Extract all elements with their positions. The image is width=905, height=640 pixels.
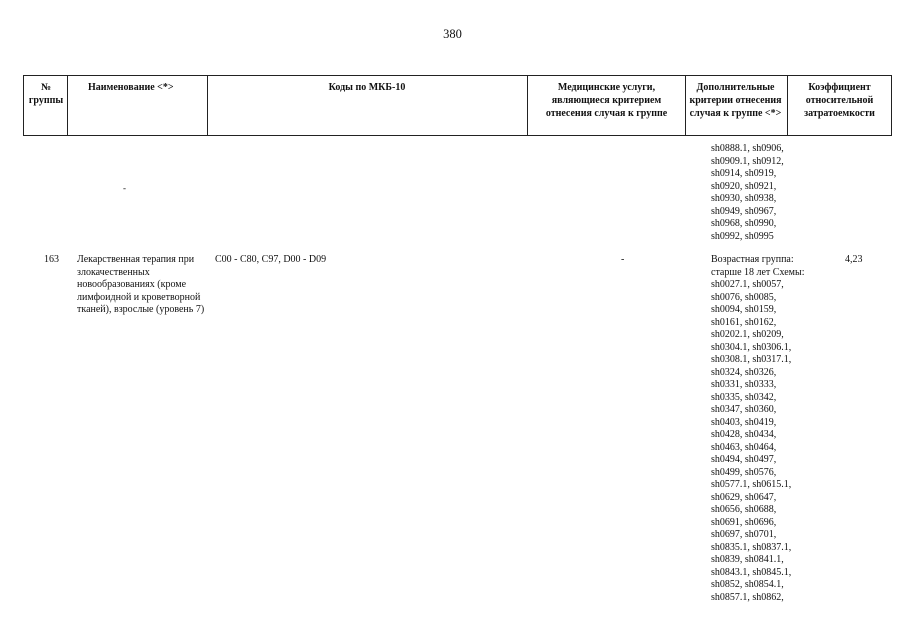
criteria-line: sh0499, sh0576, <box>711 466 777 478</box>
col-divider-7 <box>891 75 892 136</box>
criteria-line: sh0835.1, sh0837.1, <box>711 541 792 553</box>
page-number: 380 <box>443 27 462 41</box>
criteria-line: sh0968, sh0990, <box>711 218 777 229</box>
criteria-line: sh0920, sh0921, <box>711 180 777 192</box>
criteria-line: sh0888.1, sh0906, <box>711 143 784 154</box>
table-top-border <box>23 75 892 76</box>
row-coefficient: 4,23 <box>845 254 863 265</box>
row-name: Лекарственная терапия при злокачественных новообразованиях (кроме лимфоидной и кроветворной тканей), взрослые (уровень 7) <box>77 254 205 315</box>
criteria-line: sh0930, sh0938, <box>711 193 777 204</box>
criteria-line: sh0335, sh0342, <box>711 391 777 403</box>
criteria-line: sh0347, sh0360, <box>711 404 777 415</box>
criteria-line: sh0697, sh0701, <box>711 529 777 540</box>
row-group-number: 163 <box>44 254 59 265</box>
criteria-line: sh0629, sh0647, <box>711 491 777 503</box>
stray-mark: - <box>123 183 126 193</box>
header-extra-criteria: Дополнительные критерии отнесения случая к группе <*> <box>689 82 782 119</box>
row-services: - <box>621 254 625 265</box>
criteria-line: sh0202.1, sh0209, <box>711 329 784 340</box>
col-divider-1 <box>23 75 24 136</box>
criteria-line: sh0403, sh0419, <box>711 416 777 428</box>
criteria-line: sh0577.1, sh0615.1, <box>711 479 792 490</box>
header-group-number: № группы <box>28 82 64 106</box>
criteria-line: sh0909.1, sh0912, <box>711 155 784 167</box>
criteria-line: sh0691, sh0696, <box>711 516 777 528</box>
row-extra-criteria <box>711 254 826 604</box>
col-divider-6 <box>787 75 788 136</box>
criteria-line: sh0331, sh0333, <box>711 379 777 390</box>
header-icd-codes: Коды по МКБ-10 <box>328 82 406 93</box>
criteria-line: Возрастная группа: <box>711 254 794 265</box>
header-services: Медицинские услуги, являющиеся критерием отнесения случая к группе <box>545 82 668 119</box>
col-divider-4 <box>527 75 528 136</box>
col-divider-2 <box>67 75 68 136</box>
criteria-line: sh0428, sh0434, <box>711 429 777 440</box>
header-bottom-border <box>23 135 892 136</box>
criteria-line: sh0857.1, sh0862, <box>711 591 784 603</box>
criteria-line: sh0914, sh0919, <box>711 168 777 179</box>
col-divider-5 <box>685 75 686 136</box>
row-icd-codes: C00 - C80, C97, D00 - D09 <box>215 254 327 265</box>
continued-extra-criteria <box>711 143 821 243</box>
criteria-line: sh0494, sh0497, <box>711 454 777 465</box>
criteria-line: sh0076, sh0085, <box>711 291 777 303</box>
criteria-line: sh0656, sh0688, <box>711 504 777 515</box>
criteria-line: sh0843.1, sh0845.1, <box>711 566 792 578</box>
criteria-line: sh0839, sh0841.1, <box>711 554 784 565</box>
criteria-line: sh0949, sh0967, <box>711 205 777 217</box>
criteria-line: sh0324, sh0326, <box>711 366 777 378</box>
criteria-line: sh0992, sh0995 <box>711 230 774 242</box>
header-name: Наименование <*> <box>88 82 174 93</box>
criteria-line: sh0094, sh0159, <box>711 304 777 315</box>
header-coefficient: Коэффициент относительной затратоемкости <box>804 82 875 119</box>
criteria-line: старше 18 лет Схемы: <box>711 266 805 278</box>
criteria-line: sh0027.1, sh0057, <box>711 279 784 290</box>
criteria-line: sh0308.1, sh0317.1, <box>711 354 792 365</box>
criteria-line: sh0463, sh0464, <box>711 441 777 453</box>
criteria-line: sh0304.1, sh0306.1, <box>711 341 792 353</box>
criteria-line: sh0852, sh0854.1, <box>711 579 784 590</box>
criteria-line: sh0161, sh0162, <box>711 316 777 328</box>
